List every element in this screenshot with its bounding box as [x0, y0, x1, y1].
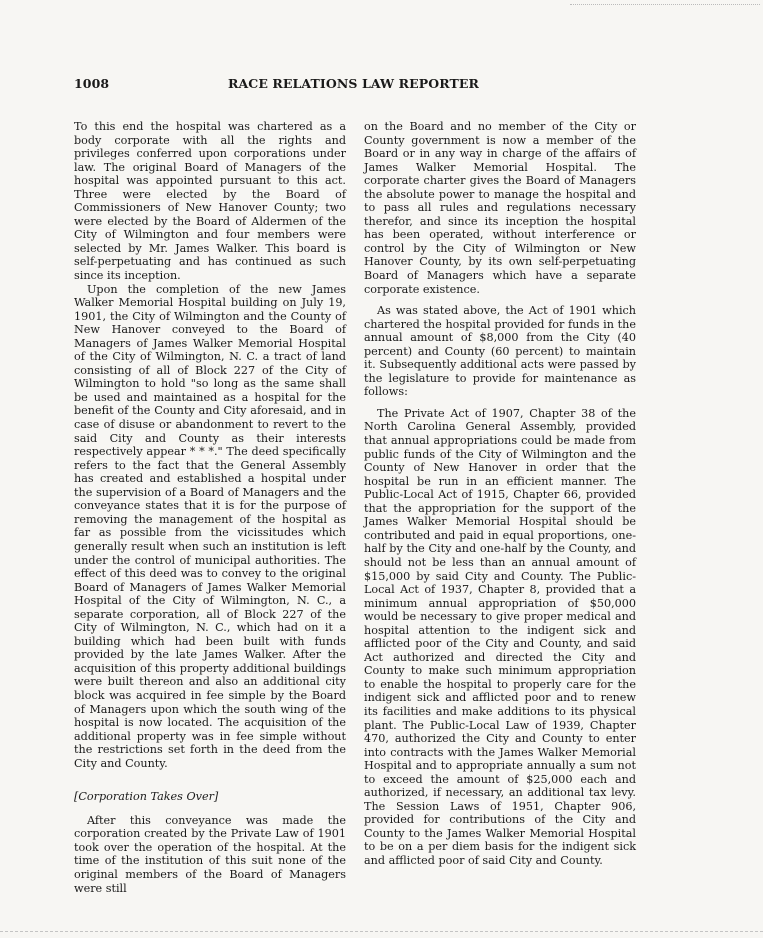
top-edge-line — [570, 4, 760, 5]
page-header — [74, 76, 674, 96]
paragraph: To this end the hospital was chartered as a body corporate with all the rights and privileges conferred upon corporations under law. The original Board of Managers of the hospital was appointed pursuant to this act. Three were elected by the Board of Commissioners of New Hanover County; two were elected by the Board of Aldermen of the City of Wilmington and four members were selected by Mr. James Walker. This board is self-perpetuating and has continued as such since its inception. — [74, 120, 346, 283]
paragraph: As was stated above, the Act of 1901 which chartered the hospital provided for funds in the annual amount of $8,000 from the City (40 percent) and County (60 percent) to maintain it. Subsequently additional acts were passed by the legislature to provide for maintenance as follows: — [364, 304, 636, 399]
bottom-edge-line — [0, 931, 763, 932]
right-column — [364, 120, 636, 868]
paragraph: on the Board and no member of the City or County government is now a member of the Board or in any way in charge of the affairs of James Walker Memorial Hospital. The corporate charter gives the Board of Managers the absolute power to manage the hospital and to pass all rules and regulations necessary therefor, and since its inception the hospital has been operated, without interference or control by the City of Wilmington or New Hanover County, by its own self-perpetuating Board of Managers which have a separate corporate existence. — [364, 120, 636, 296]
section-subheading: [Corporation Takes Over] — [74, 790, 219, 804]
left-column — [74, 120, 346, 895]
paragraph: After this conveyance was made the corporation created by the Private Law of 1901 took over the operation of the hospital. At the time of the institution of this suit none of the original members of the Board of Managers were still — [74, 813, 346, 895]
running-title: RACE RELATIONS LAW REPORTER — [228, 76, 480, 91]
paragraph: The Private Act of 1907, Chapter 38 of the North Carolina General Assembly, provided that annual appropriations could be made from public funds of the City of Wilmington and the County of New Hanover in order that the hospital be run in an efficient manner. The Public-Local Act of 1915, Chapter 66, provided that the appropriation for the support of the James Walker Memorial Hospital should be contributed and paid in equal proportions, one-half by the City and one-half by the County, and should not be less than an annual amount of $15,000 by said City and County. The Public-Local Act of 1937, Chapter 8, provided that a minimum annual appropriation of $50,000 would be necessary to give proper medical and hospital attention to the indigent sick and afflicted poor of the City and County, and said Act authorized and directed the City and County to make such minimum appropriation to enable the hospital to properly care for the indigent sick and afflicted poor and to renew its facilities and make additions to its physical plant. The Public-Local Law of 1939, Chapter 470, authorized the City and County to enter into contracts with the James Walker Memorial Hospital and to appropriate annually a sum not to exceed the amount of $25,000 each and authorized, if necessary, an additional tax levy. The Session Laws of 1951, Chapter 906, provided for contributions of the City and County to the James Walker Memorial Hospital to be on a per diem basis for the indigent sick and afflicted poor of said City and County. — [364, 406, 636, 867]
page-number: 1008 — [74, 76, 110, 91]
paragraph: Upon the completion of the new James Walker Memorial Hospital building on July 19, 1901, the City of Wilmington and the County of New Hanover conveyed to the Board of Managers of James Walker Memorial Hospital of the City of Wilmington, N. C. a tract of land consisting of all of Block 227 of the City of Wilmington to hold "so long as the same shall be used and maintained as a hospital for the benefit of the County and City aforesaid, and in case of disuse or abandonment to revert to the said City and County as their interests respectively appear * * *." The deed specifically refers to the fact that the General Assembly has created and established a hospital under the supervision of a Board of Managers and the conveyance states that it is for the purpose of removing the management of the hospital as far as possible from the vicissitudes which generally result when such an institution is left under the control of municipal authorities. The effect of this deed was to convey to the original Board of Managers of James Walker Memorial Hospital of the City of Wilmington, N. C., a separate corporation, all of Block 227 of the City of Wilmington, N. C., which had on it a building which had been built with funds provided by the late James Walker. After the acquisition of this property additional buildings were built thereon and also an additional city block was acquired in fee simple by the Board of Managers upon which the south wing of the hospital is now located. The acquisition of the additional property was in fee simple without the restrictions set forth in the deed from the City and County. — [74, 282, 346, 770]
